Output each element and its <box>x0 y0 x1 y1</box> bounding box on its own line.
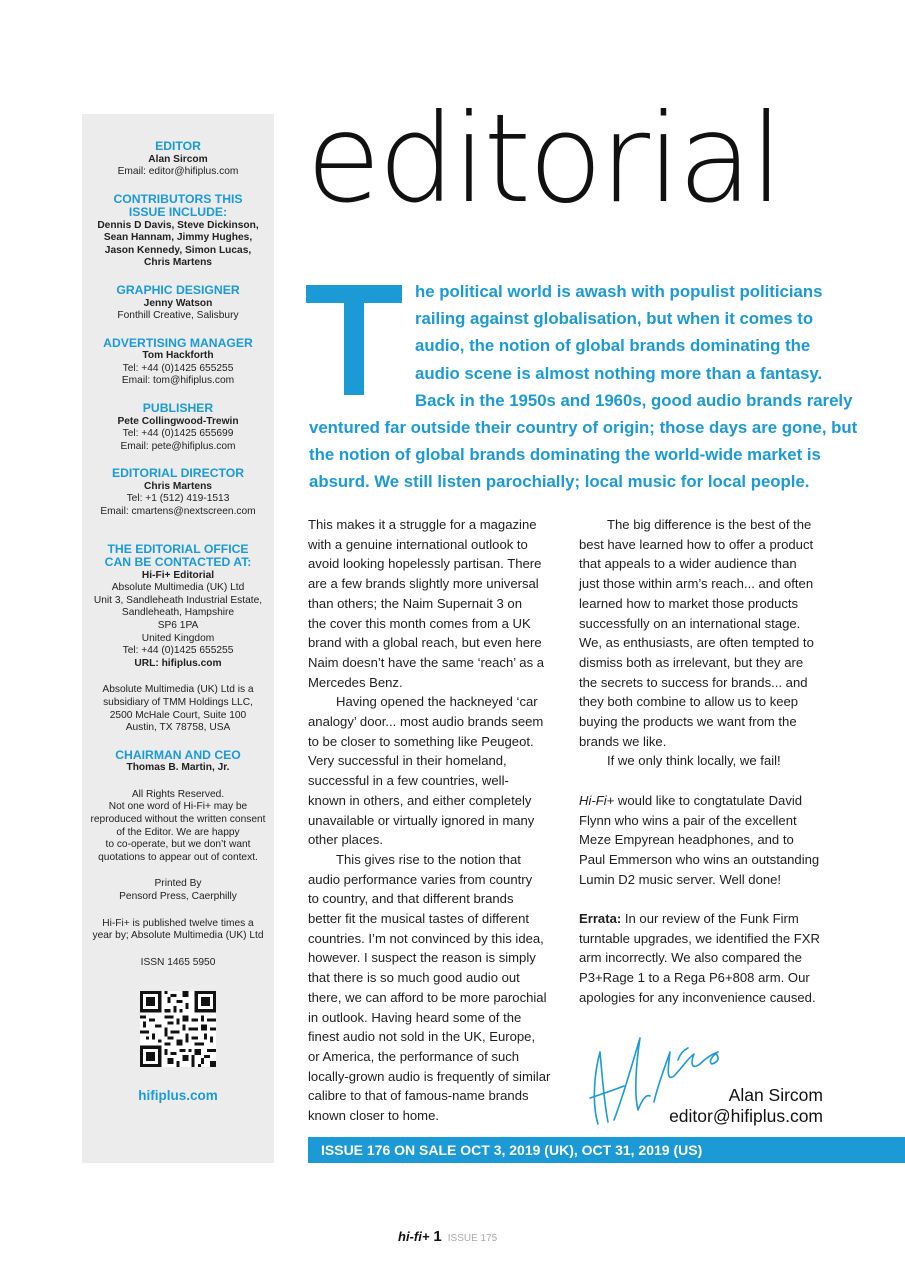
contributor-line: Sean Hannam, Jimmy Hughes, <box>103 232 253 244</box>
designer-company: Fonthill Creative, Salisbury <box>117 310 239 322</box>
body-column-left <box>308 515 556 1126</box>
errata-line: turntable upgrades, we identified the FXR <box>579 930 820 946</box>
body-line: known closer to home. <box>308 1108 440 1124</box>
body-line: Very successful in their homeland, <box>308 753 507 769</box>
body-line: best have learned how to offer a product <box>579 536 814 552</box>
rights-block <box>82 789 274 865</box>
body-line: the secrets to success for brands... and <box>579 674 808 690</box>
rights-line: reproduced without the written consent <box>90 814 266 825</box>
printed-block <box>82 878 274 903</box>
congrats-text: would like to congtatulate David <box>614 792 803 808</box>
body-line: If we only think locally, we fail! <box>607 753 781 769</box>
congrats-line: Flynn who wins a pair of the excellent <box>579 812 797 828</box>
ads-block <box>82 337 274 388</box>
body-line: This makes it a struggle for a magazine <box>308 517 537 532</box>
page-title: editorial <box>306 88 781 230</box>
congrats-line <box>579 791 827 811</box>
signoff-email[interactable]: editor@hifiplus.com <box>669 1106 823 1126</box>
director-block <box>82 467 274 518</box>
body-line: This gives rise to the notion that <box>336 851 521 867</box>
director-name: Chris Martens <box>144 480 212 492</box>
office-line: Absolute Multimedia (UK) Ltd <box>111 582 245 594</box>
errata-line: P3+Rage 1 to a Rega P6+808 arm. Our <box>579 970 810 986</box>
contributor-line: Chris Martens <box>144 257 212 269</box>
designer-heading: GRAPHIC DESIGNER <box>116 283 240 298</box>
body-line: there, we can afford to be more parochial <box>308 989 547 1005</box>
signoff-name: Alan Sircom <box>728 1085 823 1105</box>
body-line: brand with a global reach, but even here <box>308 635 542 651</box>
page-number: 1 <box>433 1228 442 1245</box>
body-line: audio performance varies from country <box>308 871 533 887</box>
publisher-heading: PUBLISHER <box>142 401 214 416</box>
contributors-block <box>82 193 274 270</box>
office-line: Unit 3, Sandleheath Industrial Estate, <box>93 594 263 606</box>
body-line: that there is so much good audio out <box>308 970 520 986</box>
body-line: they both combine to allow us to keep <box>579 694 799 710</box>
body-line: known in others, and either completely <box>308 792 532 808</box>
printed-line: Printed By <box>154 878 202 890</box>
office-name: Hi-Fi+ Editorial <box>141 569 215 581</box>
contributor-line: Dennis D Davis, Steve Dickinson, <box>97 219 259 231</box>
body-line: dismiss both as irrelevant, but they are <box>579 654 804 670</box>
body-line: the cover this month comes from a UK <box>308 615 531 631</box>
lede-line: Back in the 1950s and 1960s, good audio brands rarely <box>415 390 853 410</box>
ads-heading: ADVERTISING MANAGER <box>103 335 253 350</box>
ads-email: Email: tom@hifiplus.com <box>121 375 235 387</box>
body-line: Having opened the hackneyed ‘car <box>336 694 538 710</box>
contributors-heading-2: ISSUE INCLUDE: <box>128 205 228 220</box>
body-line: avoid looking hopelessly partisan. There <box>308 556 542 572</box>
masthead-sidebar <box>82 114 274 1163</box>
editor-email: Email: editor@hifiplus.com <box>117 166 239 178</box>
lede-line: ventured far outside their country of origin; those days are gone, but <box>309 418 858 438</box>
subsidiary-line: Austin, TX 78758, USA <box>125 722 231 734</box>
published-block <box>82 918 274 943</box>
issue-banner: ISSUE 176 ON SALE OCT 3, 2019 (UK), OCT 31, 2019 (US) <box>308 1137 905 1163</box>
brand-name: Hi-Fi+ <box>579 792 615 808</box>
designer-name: Jenny Watson <box>143 297 213 309</box>
congrats-line: Paul Emmerson who wins an outstanding <box>579 851 820 867</box>
director-heading: EDITORIAL DIRECTOR <box>111 466 245 481</box>
contributor-line: Jason Kennedy, Simon Lucas, <box>104 244 252 256</box>
body-line: in outlook. Having heard some of the <box>308 1009 522 1025</box>
office-url: URL: hifiplus.com <box>134 657 222 669</box>
office-block <box>82 543 274 671</box>
errata-line: arm incorrectly. We also compared the <box>579 950 802 966</box>
director-email: Email: cmartens@nextscreen.com <box>100 506 256 517</box>
office-line: Sandleheath, Hampshire <box>121 607 235 619</box>
body-line: analogy’ door... most audio brands seem <box>308 714 544 730</box>
body-line: buying the products we want from the <box>579 714 797 730</box>
rights-line: All Rights Reserved. <box>131 788 225 800</box>
body-line: successful in a few countries, well- <box>308 773 509 789</box>
lede-paragraph <box>309 278 858 496</box>
editor-block <box>82 140 274 179</box>
body-line: calibre to that of famous-name brands <box>308 1088 529 1104</box>
body-line: better fit the musical tastes of different <box>308 911 530 927</box>
body-line: Naim doesn’t have the same ‘reach’ as a <box>308 654 545 670</box>
footer-issue: ISSUE 175 <box>447 1233 498 1244</box>
ads-tel: Tel: +44 (0)1425 655255 <box>122 362 234 374</box>
office-line: Tel: +44 (0)1425 655255 <box>122 645 234 657</box>
office-heading: THE EDITORIAL OFFICE <box>107 541 249 556</box>
body-line: successfully on an international stage. <box>579 615 801 631</box>
body-line: however. I suspect the reason is simply <box>308 950 536 966</box>
publisher-tel: Tel: +44 (0)1425 655699 <box>122 428 234 440</box>
subsidiary-line: 2500 McHale Court, Suite 100 <box>109 709 247 721</box>
body-line: to be closer to something like Peugeot. <box>308 733 534 749</box>
lede-line: the notion of global brands dominating the world-wide market is <box>309 445 821 465</box>
editor-heading: EDITOR <box>155 139 201 153</box>
body-line: finest audio not sold in the UK, Europe, <box>308 1029 536 1045</box>
designer-block <box>82 284 274 323</box>
subsidiary-block <box>82 684 274 734</box>
body-line: that appeals to a wider audience than <box>579 556 797 572</box>
lede-line: absurd. We still listen parochially; local music for local people. <box>309 472 810 492</box>
rights-line: of the Editor. We are happy <box>116 826 240 838</box>
lede-line: he political world is awash with populist politicians <box>415 282 823 301</box>
body-line: brands we like. <box>579 733 667 749</box>
lede-line: railing against globalisation, but when it comes to <box>415 309 814 329</box>
body-line: Mercedes Benz. <box>308 674 403 690</box>
office-line: United Kingdom <box>141 632 215 644</box>
qr-code-icon[interactable] <box>140 991 216 1067</box>
publisher-block <box>82 402 274 453</box>
publisher-email: Email: pete@hifiplus.com <box>120 440 236 452</box>
body-line: than others; the Naim Supernait 3 on <box>308 595 522 611</box>
errata-line: apologies for any inconvenience caused. <box>579 989 816 1005</box>
footer-logo: hi-fi+ <box>398 1229 430 1244</box>
congrats-line: Meze Empyrean headphones, and to <box>579 832 794 848</box>
body-line: We, as enthusiasts, are often tempted to <box>579 635 814 651</box>
body-line: other places. <box>308 832 383 848</box>
contributors-heading: CONTRIBUTORS THIS <box>113 191 243 206</box>
published-line: year by; Absolute Multimedia (UK) Ltd <box>92 930 264 942</box>
printed-line: Pensord Press, Caerphilly <box>119 890 237 902</box>
office-line: SP6 1PA <box>157 619 199 631</box>
rights-line: quotations to appear out of context. <box>98 851 258 863</box>
rights-line: Not one word of Hi-Fi+ may be <box>108 801 248 813</box>
errata-label: Errata: <box>579 911 622 927</box>
director-tel: Tel: +1 (512) 419-1513 <box>126 493 230 505</box>
body-line: are a few brands slightly more universal <box>308 576 539 592</box>
rights-line: to co-operate, but we don’t want <box>105 839 251 851</box>
page-footer <box>398 1228 497 1245</box>
body-line: to country, and that different brands <box>308 891 514 907</box>
body-column-right <box>579 515 827 1008</box>
signoff <box>669 1085 823 1127</box>
office-heading-2: CAN BE CONTACTED AT: <box>104 555 252 570</box>
website-link[interactable]: hifiplus.com <box>138 1087 218 1103</box>
lede-line: audio, the notion of global brands dominating the <box>415 336 811 356</box>
publisher-name: Pete Collingwood-Trewin <box>117 415 239 427</box>
chairman-heading: CHAIRMAN AND CEO <box>115 747 241 762</box>
body-line: or America, the performance of such <box>308 1048 520 1064</box>
ads-name: Tom Hackforth <box>142 350 214 362</box>
subsidiary-line: Absolute Multimedia (UK) Ltd is a <box>102 684 254 696</box>
congrats-line: Lumin D2 music server. Well done! <box>579 871 782 887</box>
body-line: learned how to market those products <box>579 595 799 611</box>
body-line: unavailable or virtually ignored in many <box>308 812 535 828</box>
published-line: Hi-Fi+ is published twelve times a <box>102 917 254 929</box>
body-line: The big difference is the best of the <box>607 517 812 532</box>
editor-name: Alan Sircom <box>148 153 208 165</box>
lede-line: audio scene is almost nothing more than a fantasy. <box>415 363 823 383</box>
issn: ISSN 1465 5950 <box>140 956 216 968</box>
body-line: locally-grown audio is frequently of similar <box>308 1068 551 1084</box>
errata-text: In our review of the Funk Firm <box>621 911 799 927</box>
subsidiary-line: subsidiary of TMM Holdings LLC, <box>103 696 253 708</box>
body-line: just those within arm’s reach... and often <box>579 576 814 592</box>
chairman-name: Thomas B. Martin, Jr. <box>126 762 230 774</box>
errata-line <box>579 909 827 929</box>
body-line: countries. I’m not convinced by this idea, <box>308 930 544 946</box>
body-line: with a genuine international outlook to <box>308 536 528 552</box>
chairman-block <box>82 749 274 775</box>
